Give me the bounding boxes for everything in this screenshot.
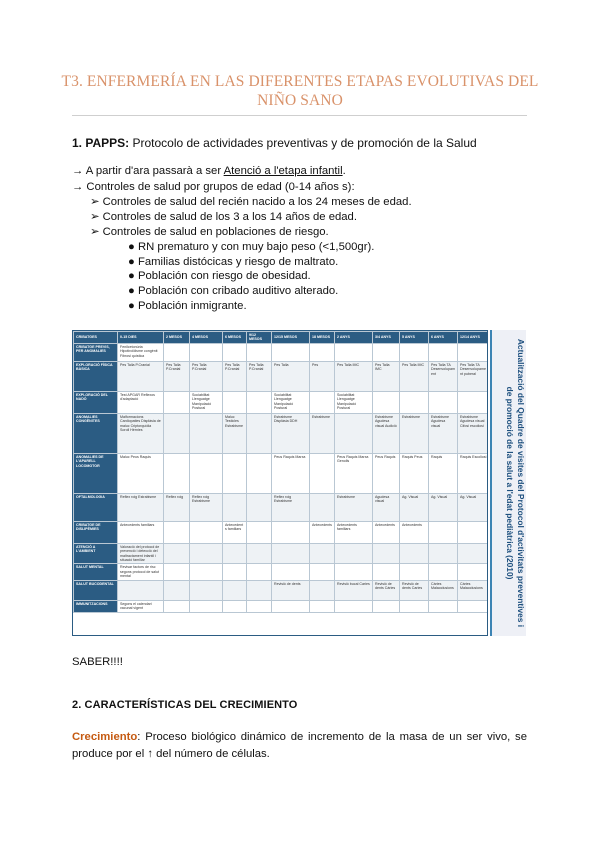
table-cell: Antecedents	[400, 521, 429, 543]
table-cell	[164, 391, 190, 413]
table-cell	[272, 521, 310, 543]
table-cell: Pes Talla P.Cranial	[118, 361, 164, 391]
table-cell	[223, 543, 247, 564]
table-cell: Test APGAR Reflexos d'adaptació	[118, 391, 164, 413]
table-row	[74, 580, 489, 600]
table-cell: Ag. Visual	[429, 493, 458, 521]
table-cell	[310, 564, 335, 580]
table-cell	[272, 600, 310, 612]
saber-note: SABER!!!!	[72, 656, 123, 668]
table-cell	[335, 564, 373, 580]
table-cell	[164, 343, 190, 361]
table-cell: Segons el calendari vacunal vigent	[118, 600, 164, 612]
table-row-header: CRIBATGE PREVIS, PER ANOMALIES	[74, 343, 118, 361]
table-cell: Raquis	[429, 453, 458, 493]
table-cell: Pes	[310, 361, 335, 391]
table-cell: Pes Talla P.Cranial	[223, 361, 247, 391]
table-cell: Estrabisme Displàsia DDH	[272, 413, 310, 453]
table-header-cell: 6 ANYS	[429, 332, 458, 344]
table-cell	[247, 580, 272, 600]
table-cell: Ag. Visual	[458, 493, 489, 521]
table-row	[74, 343, 489, 361]
table-cell	[190, 343, 223, 361]
table-cell	[164, 453, 190, 493]
section-1-number: 1. PAPPS:	[72, 136, 130, 150]
table-cell: Peus Raquis Marxa Genolls	[335, 453, 373, 493]
table-cell: Ag. Visual	[400, 493, 429, 521]
table-cell: Peus Raquis Marxa	[272, 453, 310, 493]
table-cell	[190, 543, 223, 564]
table-cell: Raquis Peus	[400, 453, 429, 493]
table-header-cell: 6 MESOS	[223, 332, 247, 344]
page-title: T3. ENFERMERÍA EN LAS DIFERENTES ETAPAS EVOLUTIVAS DEL NIÑO SANO	[61, 73, 539, 109]
table-cell	[223, 493, 247, 521]
table-row	[74, 493, 489, 521]
table-cell	[335, 600, 373, 612]
table-header-cell: CRIBATGES	[74, 332, 118, 344]
table-cell	[190, 600, 223, 612]
table-cell	[373, 543, 400, 564]
table-row	[74, 564, 489, 580]
table-cell: Estrabisme	[335, 493, 373, 521]
table-cell	[223, 564, 247, 580]
table-cell	[164, 543, 190, 564]
title-divider	[72, 115, 527, 116]
table-cell	[429, 343, 458, 361]
table-cell	[310, 343, 335, 361]
table-cell	[310, 600, 335, 612]
table-cell	[247, 413, 272, 453]
table-cell	[223, 580, 247, 600]
table-cell: Pes Talla TA Desenvolupament puberal	[458, 361, 489, 391]
table-row-header: CRIBATGE DE DISLIPÈMIES	[74, 521, 118, 543]
table-cell: Antecedents familiars	[335, 521, 373, 543]
table-header-row	[74, 332, 489, 344]
table-cell	[429, 543, 458, 564]
table-cell: Càries Malaoclusions	[429, 580, 458, 600]
line-controles-grupos: → Controles de salud por grupos de edad (0-14 años s):	[72, 181, 355, 193]
table-cell	[373, 343, 400, 361]
table-row	[74, 521, 489, 543]
table-cell	[247, 600, 272, 612]
table-cell: Revisar factors de risc segons protocol de salut mental	[118, 564, 164, 580]
table-cell: Antecedents	[373, 521, 400, 543]
section-1-text: Protocolo de actividades preventivas y de promoción de la Salud	[129, 136, 477, 150]
table-cell	[223, 453, 247, 493]
table-cell	[272, 543, 310, 564]
table-cell: Estrabisme	[400, 413, 429, 453]
section-2-heading: 2. CARACTERÍSTICAS DEL CRECIMIENTO	[72, 699, 298, 711]
subbullet-prematuro: ● RN prematuro y con muy bajo peso (<1,500gr).	[128, 241, 375, 253]
table-header-cell: 18 MESOS	[310, 332, 335, 344]
table-row-header: SALUT BUCODENTAL	[74, 580, 118, 600]
table-cell	[247, 521, 272, 543]
table-cell	[429, 564, 458, 580]
table-row	[74, 413, 489, 453]
table-cell: Fenilcetonúria Hipotiroïdisme congènit Fibrosi quística	[118, 343, 164, 361]
table-cell	[335, 543, 373, 564]
subbullet-familias: ● Familias distócicas y riesgo de maltrato.	[128, 256, 339, 268]
table-cell: Reflex roig	[164, 493, 190, 521]
table-cell: Revisió de dents	[272, 580, 310, 600]
table-row-header: EXPLORACIÓ FÍSICA BÀSICA	[74, 361, 118, 391]
table-cell: Pes Talla	[272, 361, 310, 391]
crecimiento-term: Crecimiento	[72, 731, 138, 743]
table-cell	[247, 391, 272, 413]
table-cell	[164, 600, 190, 612]
table-side-caption	[490, 330, 526, 636]
table-cell	[335, 343, 373, 361]
subbullet-obesidad: ● Población con riesgo de obesidad.	[128, 270, 311, 282]
table-cell	[429, 600, 458, 612]
line-atencio-prefix: → A partir d'ara passarà a ser	[72, 165, 224, 177]
table-cell	[373, 564, 400, 580]
table-cell	[400, 391, 429, 413]
table-cell	[272, 343, 310, 361]
table-cell	[458, 543, 489, 564]
table-row-header: OFTALMOLOGIA	[74, 493, 118, 521]
table-row	[74, 391, 489, 413]
table-row	[74, 453, 489, 493]
table-cell	[247, 564, 272, 580]
table-cell	[247, 453, 272, 493]
subbullet-inmigrante: ● Población inmigrante.	[128, 300, 247, 312]
table-row	[74, 361, 489, 391]
table-cell: Maluc Testicles Estrabisme	[223, 413, 247, 453]
table-header-cell: 3/4 ANYS	[373, 332, 400, 344]
table-row-header: EXPLORACIÓ DEL NADÓ	[74, 391, 118, 413]
table-cell	[310, 391, 335, 413]
table-cell: Estrabisme	[310, 413, 335, 453]
table-cell	[223, 600, 247, 612]
table-cell	[164, 521, 190, 543]
table-cell	[458, 391, 489, 413]
table-cell: Peus Raquis	[373, 453, 400, 493]
table-cell: Pes Talla IMC	[335, 361, 373, 391]
table-row	[74, 600, 489, 612]
table-cell	[310, 493, 335, 521]
table-cell	[118, 580, 164, 600]
table-cell: Pes Talla TA Desenvolupament	[429, 361, 458, 391]
table-row-header: ANOMALIES DE L'APARELL LOCOMOTOR	[74, 453, 118, 493]
table-cell	[400, 600, 429, 612]
table-cell: Pes Talla IMC	[400, 361, 429, 391]
table-cell	[164, 580, 190, 600]
table-cell	[335, 413, 373, 453]
table-cell	[458, 521, 489, 543]
table-cell	[247, 343, 272, 361]
table-cell: Malformacions Cardiopaties Displàsia de maluc Criptorquídia Soroll Hèrnies	[118, 413, 164, 453]
table-cell	[310, 580, 335, 600]
table-cell	[373, 600, 400, 612]
table-header-cell: 5 ANYS	[400, 332, 429, 344]
crecimiento-paragraph	[72, 729, 527, 763]
table-cell	[310, 453, 335, 493]
table-cell	[400, 343, 429, 361]
table-header-cell: 0-15 DIES	[118, 332, 164, 344]
table-cell: Pes Talla IMC	[373, 361, 400, 391]
table-header-cell: 2 MESOS	[164, 332, 190, 344]
table-cell: Sociabilitat Llenguatge Manipulació Postural	[190, 391, 223, 413]
protocol-table	[73, 331, 488, 613]
table-row-header: IMMUNITZACIONS	[74, 600, 118, 612]
table-cell	[310, 543, 335, 564]
atencio-link[interactable]: Atenció a l'etapa infantil	[223, 165, 343, 177]
table-cell: Estrabisme Agudesa visual Cifosi escoliosi	[458, 413, 489, 453]
table-cell: Sociabilitat Llenguatge Manipulació Postural	[272, 391, 310, 413]
table-cell	[190, 413, 223, 453]
table-cell	[373, 391, 400, 413]
table-row-header: ANOMALIES CONGÈNITES	[74, 413, 118, 453]
table-cell: Revisió de dents Caries	[400, 580, 429, 600]
table-cell	[247, 493, 272, 521]
crecimiento-definition: : Proceso biológico dinámico de incremento de la masa de un ser vivo, se produce por el ↑ del número de células.	[72, 731, 527, 760]
table-cell	[458, 343, 489, 361]
table-cell: Reflex roig Estrabisme	[118, 493, 164, 521]
line-atencio-suffix: .	[342, 165, 346, 177]
table-cell	[429, 521, 458, 543]
table-cell: Càries Malaoclusions	[458, 580, 489, 600]
table-header-cell: 12/14 ANYS	[458, 332, 489, 344]
protocol-table-image	[72, 330, 488, 636]
line-atencio	[72, 164, 346, 179]
side-caption-text: Actualització del Quadre de visites del Protocol d'activitats preventives i de promoció de la salut a l'edat pediàtrica (2010)	[505, 338, 526, 628]
table-cell: Agudesa visual	[373, 493, 400, 521]
table-cell	[190, 521, 223, 543]
table-cell: Valoració del protocol de prevenció i detecció del maltractament infantil i situació familiar	[118, 543, 164, 564]
table-cell: Raquis Escoliosi	[458, 453, 489, 493]
table-header-cell: 4 MESOS	[190, 332, 223, 344]
table-row-header: SALUT MENTAL	[74, 564, 118, 580]
table-cell: Reflex roig Estrabisme	[272, 493, 310, 521]
table-cell: Estrabisme Agudesa visual	[429, 413, 458, 453]
section-1-heading	[72, 136, 477, 150]
table-cell	[400, 543, 429, 564]
table-cell	[400, 564, 429, 580]
table-cell	[247, 543, 272, 564]
table-cell	[429, 391, 458, 413]
table-cell	[190, 453, 223, 493]
table-header-cell: 12/15 MESOS	[272, 332, 310, 344]
table-cell	[223, 391, 247, 413]
table-header-cell: 2 ANYS	[335, 332, 373, 344]
table-cell: Maluc Peus Raquis	[118, 453, 164, 493]
table-cell: Antecedents familiars	[118, 521, 164, 543]
table-cell	[164, 413, 190, 453]
table-cell: Estrabisme Agudesa visual Audició	[373, 413, 400, 453]
table-cell: Antecedents	[310, 521, 335, 543]
table-cell: Sociabilitat Llenguatge Manipulació Postural	[335, 391, 373, 413]
table-cell	[458, 600, 489, 612]
table-cell	[458, 564, 489, 580]
table-cell: Revisió bucal Caries	[335, 580, 373, 600]
table-header-cell: 9/12 MESOS	[247, 332, 272, 344]
table-cell	[190, 564, 223, 580]
subbullet-cribado-auditivo: ● Población con cribado auditivo alterado.	[128, 285, 339, 297]
table-cell	[272, 564, 310, 580]
table-cell: Revisió de dents Càries	[373, 580, 400, 600]
bullet-3-14-anos: ➢ Controles de salud de los 3 a los 14 años de edad.	[90, 211, 357, 223]
bullet-recien-nacido: ➢ Controles de salud del recién nacido a los 24 meses de edad.	[90, 196, 412, 208]
table-row-header: ATENCIÓ A L'AMBIENT	[74, 543, 118, 564]
table-cell	[190, 580, 223, 600]
table-cell	[164, 564, 190, 580]
table-cell	[223, 343, 247, 361]
table-row	[74, 543, 489, 564]
table-cell: Antecedents familiars	[223, 521, 247, 543]
bullet-poblaciones-riesgo: ➢ Controles de salud en poblaciones de riesgo.	[90, 226, 329, 238]
table-cell: Reflex roig Estrabisme	[190, 493, 223, 521]
table-cell: Pes Talla P.Cranial	[247, 361, 272, 391]
table-cell: Pes Talla P.Cranial	[164, 361, 190, 391]
table-cell: Pes Talla P.Cranial	[190, 361, 223, 391]
